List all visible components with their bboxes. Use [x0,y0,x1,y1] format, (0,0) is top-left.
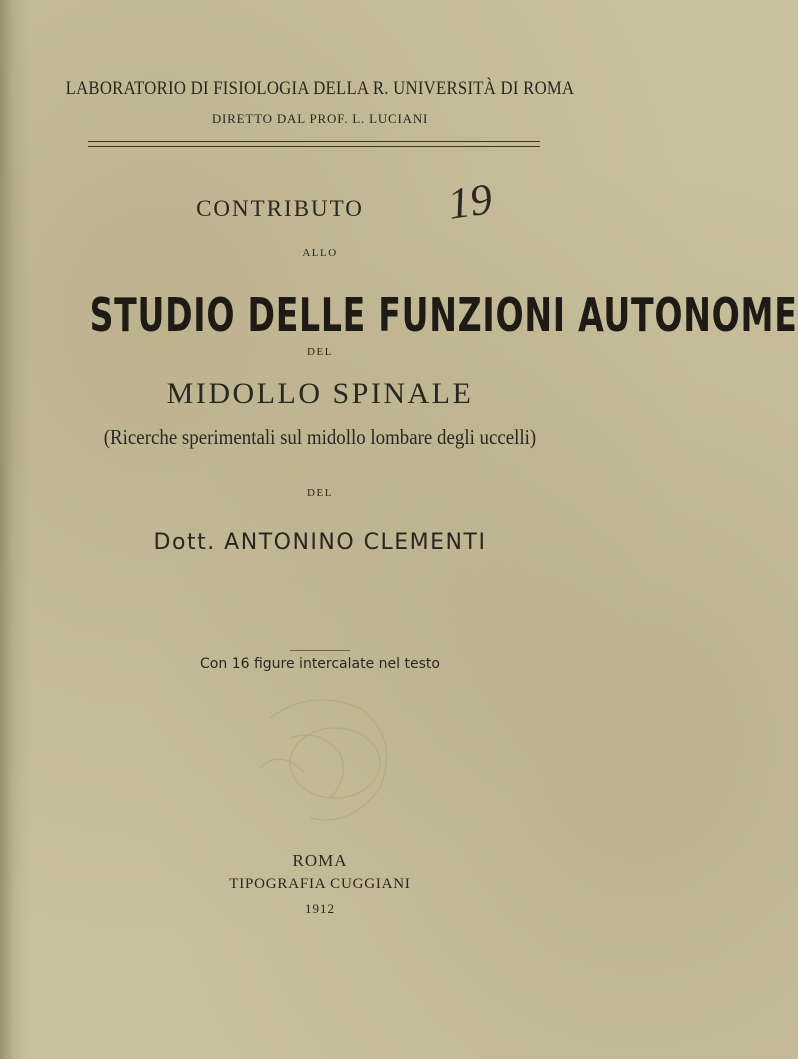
institution-header: LABORATORIO DI FISIOLOGIA DELLA R. UNIVERSITÀ DI ROMA [65,78,575,99]
double-rule-divider [88,141,540,147]
figures-note: Con 16 figure intercalate nel testo [200,656,440,672]
imprint-year: 1912 [305,901,335,916]
allo-connector: ALLO [302,247,338,259]
author-connector: DEL [307,487,333,499]
library-stamp-mark [250,678,410,838]
short-divider [290,650,350,651]
handwritten-number: 19 [444,174,496,229]
contributo-heading: CONTRIBUTO [196,196,364,221]
subtitle: (Ricerche sperimentali sul midollo lombare degli uccelli) [103,425,537,449]
imprint-publisher: TIPOGRAFIA CUGGIANI [229,876,411,892]
main-title: STUDIO DELLE FUNZIONI AUTONOME [89,288,798,342]
imprint-city: ROMA [292,851,348,870]
del-connector: DEL [307,346,333,358]
author-name: Dott. ANTONINO CLEMENTI [153,530,487,555]
subject-title: MIDOLLO SPINALE [166,377,474,410]
director-line: DIRETTO DAL PROF. L. LUCIANI [211,111,429,126]
